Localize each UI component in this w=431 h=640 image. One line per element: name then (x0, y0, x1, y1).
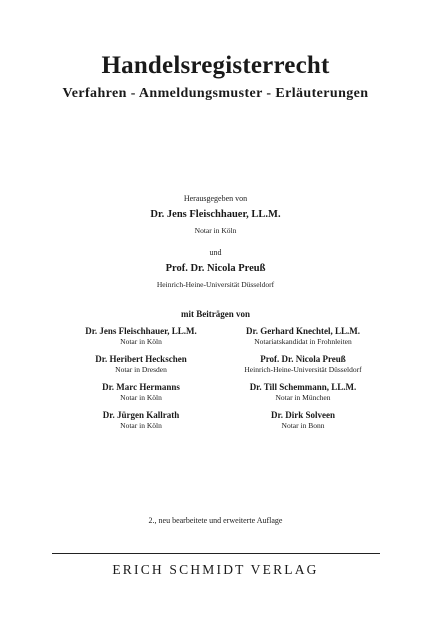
contributor-name: Dr. Jens Fleischhauer, LL.M. (85, 326, 197, 336)
contributor-right-1 (218, 325, 388, 347)
contributor-name: Dr. Gerhard Knechtel, LL.M. (246, 326, 360, 336)
publisher-name: ERICH SCHMIDT VERLAG (112, 562, 319, 577)
contributor-left-1 (56, 325, 226, 347)
contributor-right-2 (218, 353, 388, 375)
contributors-heading: mit Beiträgen von (181, 309, 250, 319)
contributor-right-4 (218, 409, 388, 431)
contributor-left-2 (56, 353, 226, 375)
contributor-role: Notar in Dresden (115, 365, 167, 374)
contributor-name: Dr. Heribert Heckschen (95, 354, 187, 364)
contributor-name: Dr. Till Schemmann, LL.M. (249, 382, 357, 392)
editor-2-name: Prof. Dr. Nicola Preuß (165, 263, 266, 274)
contributor-name: Prof. Dr. Nicola Preuß (260, 354, 346, 364)
contributor-left-4 (56, 409, 226, 431)
editors-conjunction: und (209, 248, 222, 257)
editors-intro: Herausgegeben von (183, 194, 248, 203)
editor-2-role: Heinrich-Heine-Universität Düsseldorf (156, 280, 275, 289)
publisher-divider (52, 553, 380, 554)
contributor-name: Dr. Dirk Solveen (271, 410, 335, 420)
editor-1-name: Dr. Jens Fleischhauer, LL.M. (150, 209, 281, 220)
editor-1-role: Notar in Köln (194, 226, 237, 235)
contributor-name: Dr. Marc Hermanns (102, 382, 180, 392)
contributor-role: Notar in München (275, 393, 331, 402)
contributor-role: Notar in Köln (120, 421, 162, 430)
contributor-role: Notar in Bonn (281, 421, 325, 430)
contributor-name: Dr. Jürgen Kallrath (102, 410, 180, 420)
contributor-role: Notar in Köln (120, 337, 162, 346)
contributor-role: Notariatskandidat in Frohnleiten (254, 337, 352, 346)
contributor-role: Heinrich-Heine-Universität Düsseldorf (244, 365, 362, 374)
book-subtitle: Verfahren - Anmeldungsmuster - Erläuterungen (62, 86, 369, 101)
edition-note: 2., neu bearbeitete und erweiterte Auflage (148, 516, 283, 525)
contributor-role: Notar in Köln (120, 393, 162, 402)
book-title: Handelsregisterrecht (101, 52, 330, 79)
contributor-left-3 (56, 381, 226, 403)
contributor-right-3 (218, 381, 388, 403)
